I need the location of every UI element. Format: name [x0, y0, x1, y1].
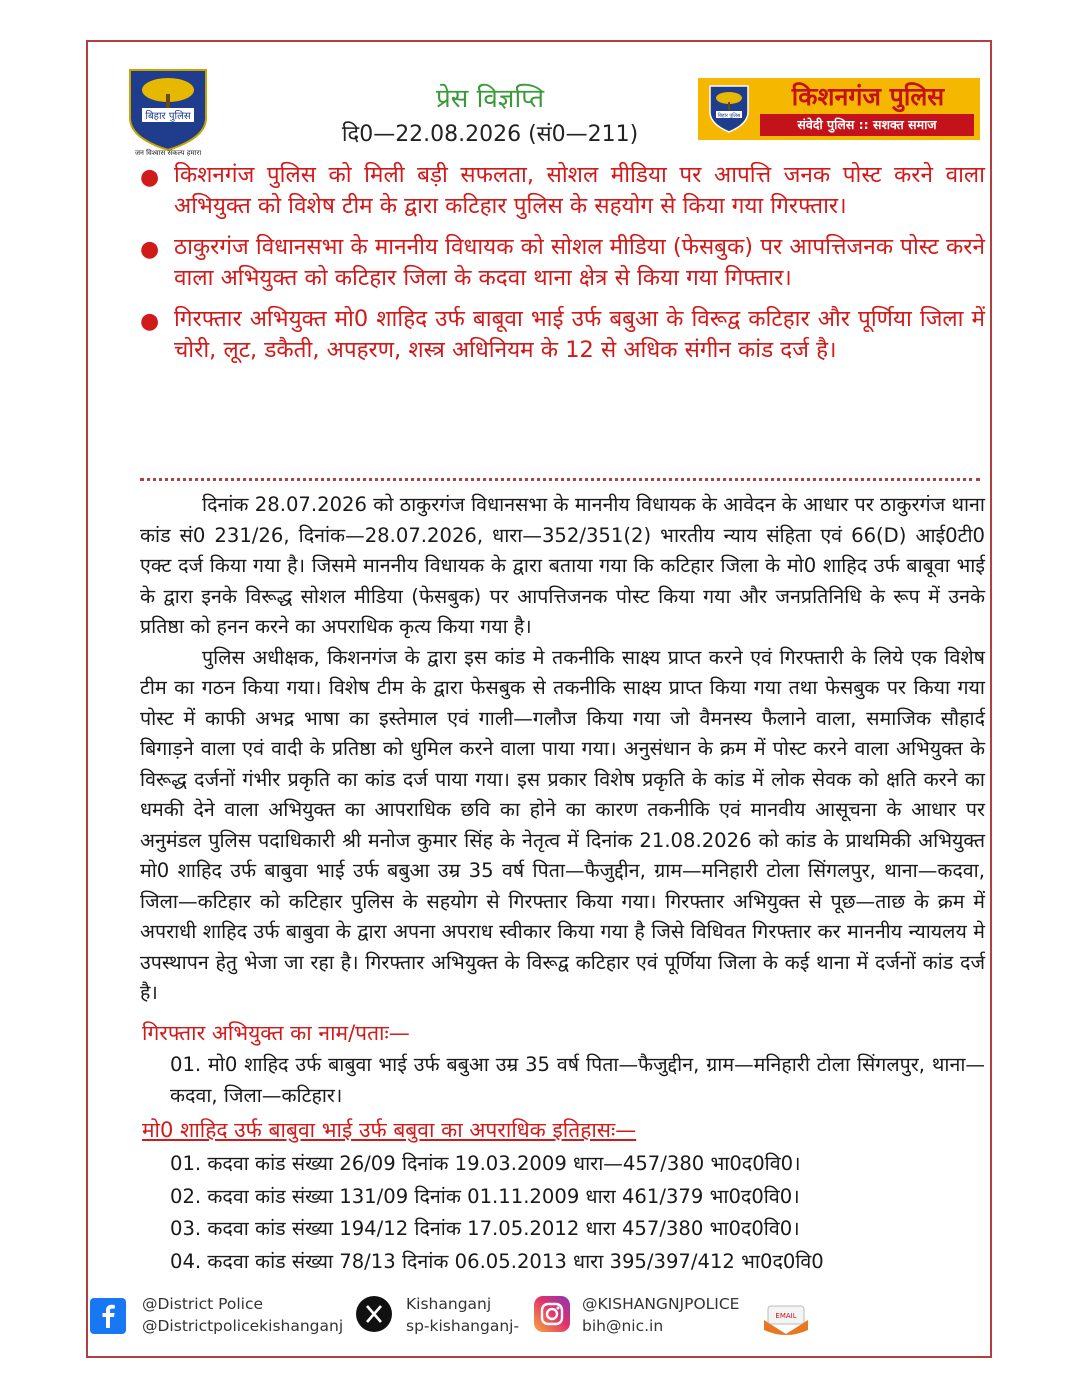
police-badge-icon: [706, 84, 752, 134]
highlight-text: किशनगंज पुलिस को मिली बड़ी सफलता, सोशल मीडिया पर आपत्ति जनक पोस्ट करने वाला अभियुक्त को विशेष टीम के द्वारा कटिहार पुलिस के सहयोग से किया गया गिरफ्तार।: [174, 162, 985, 219]
brand-name: किशनगंज पुलिस: [791, 82, 945, 111]
highlight-item: [140, 232, 985, 294]
history-item: 04. कदवा कांड संख्या 78/13 दिनांक 06.05.2013 धारा 395/397/412 भा0द0वि0: [170, 1249, 824, 1273]
instagram-icon[interactable]: [534, 1296, 570, 1332]
criminal-history-list: [170, 1148, 985, 1278]
bihar-police-emblem-icon: [120, 66, 216, 156]
twitter-id[interactable]: sp-kishanganj-: [406, 1317, 520, 1335]
highlight-item: [140, 160, 985, 222]
kishanganj-police-banner: [698, 78, 980, 140]
x-twitter-icon[interactable]: [356, 1296, 392, 1332]
press-release-body: [140, 490, 985, 1009]
accused-heading: गिरफ्तार अभियुक्त का नाम/पताः—: [142, 1021, 410, 1045]
bullet-icon: ●: [140, 237, 160, 262]
bullet-icon: ●: [140, 165, 160, 190]
date-reference: दि0—22.08.2026 (सं0—211): [341, 122, 639, 147]
bullet-icon: ●: [140, 309, 160, 334]
history-item: 03. कदवा कांड संख्या 194/12 दिनांक 17.05.2012 धारा 457/380 भा0द0वि0।: [170, 1217, 800, 1240]
brand-tagline: संवेदी पुलिस :: सशक्त समाज: [760, 114, 974, 136]
emblem-motto: जन विश्वास संकल्प हमारा: [134, 149, 202, 156]
dotted-divider: [140, 478, 980, 481]
body-paragraph: पुलिस अधीक्षक, किशनगंज के द्वारा इस कांड मे तकनीकि साक्ष्य प्राप्त करने एवं गिरफ्तारी के लिये एक विशेष टीम का गठन किया गया। विशेष टीम के द्वारा फेसबुक से तकनीकि साक्ष्य प्राप्त किया गया तथा फेसबुक पर किया गया पोस्ट में काफी अभद्र भाषा का इस्तेमाल एवं गाली—गलौज किया गया जो वैमनस्य फैलाने वाला, समाजिक सौहार्द बिगाड़ने वाला एवं वादी के प्रतिष्ठा को धुमिल करने वाला पाया गया। अनुसंधान के क्रम में पोस्ट करने वाला अभियुक्त के विरूद्ध दर्जनों गंभीर प्रकृति का कांड दर्ज पाया गया। इस प्रकार विशेष प्रकृति के कांड में लोक सेवक को क्षति करने का धमकी देने वाला अभियुक्त का आपराधिक छवि का होने का कारण तकनीकि एवं मानवीय आसूचना के आधार पर अनुमंडल पुलिस पदाधिकारी श्री मनोज कुमार सिंह के नेतृत्व में दिनांक 21.08.2026 को कांड के प्राथमिकी अभियुक्त मो0 शाहिद उर्फ बाबुवा भाई उर्फ बबुआ उम्र 35 वर्ष पिता—फैजुद्दीन, ग्राम—मनिहारी टोला सिंगलपुर, थाना—कदवा, जिला—कटिहार को कटिहार पुलिस के सहयोग से गिरफ्तार किया गया। गिरफ्तार अभियुक्त से पूछ—ताछ के क्रम में अपराधी शाहिद उर्फ बाबुवा के द्वारा अपना अपराध स्वीकार किया गया है जिसे विधिवत गिरफ्तार कर माननीय न्यायलय मे उपस्थापन हेतु भेजा जा रहा है। गिरफ्तार अभियुक्त के विरूद्व कटिहार एवं पूर्णिया जिला के कई थाना में दर्जनों कांड दर्ज है।: [140, 645, 985, 1004]
email-address[interactable]: bih@nic.in: [582, 1317, 664, 1335]
social-footer: [90, 1290, 990, 1350]
badge-label: बिहार पुलिस: [717, 113, 741, 119]
twitter-handle[interactable]: Kishanganj: [406, 1295, 492, 1313]
history-item: 02. कदवा कांड संख्या 131/09 दिनांक 01.11.2009 धारा 461/379 भा0द0वि0।: [170, 1184, 800, 1208]
facebook-page[interactable]: @Districtpolicekishanganj: [142, 1317, 344, 1335]
highlight-text: गिरफ्तार अभियुक्त मो0 शाहिद उर्फ बाबूवा भाई उर्फ बबुआ के विरूद्व कटिहार और पूर्णिया जिला में चोरी, लूट, डकैती, अपहरण, शस्त्र अधिनियम के 12 से अधिक संगीन कांड दर्ज है।: [174, 306, 985, 363]
emblem-label: बिहार पुलिस: [145, 111, 191, 122]
email-icon-label: EMAIL: [775, 1312, 797, 1320]
press-release-header: [330, 82, 650, 152]
email-icon[interactable]: [760, 1300, 812, 1338]
facebook-handle[interactable]: @District Police: [142, 1295, 264, 1313]
facebook-icon[interactable]: [90, 1298, 126, 1334]
instagram-handle[interactable]: @KISHANGNJPOLICE: [582, 1295, 740, 1313]
history-item: 01. कदवा कांड संख्या 26/09 दिनांक 19.03.2009 धारा—457/380 भा0द0वि0।: [170, 1152, 801, 1175]
criminal-history-heading: मो0 शाहिद उर्फ बाबुवा भाई उर्फ बबुवा का अपराधिक इतिहासः—: [142, 1118, 637, 1142]
accused-entry: 01. मो0 शाहिद उर्फ बाबुवा भाई उर्फ बबुआ उम्र 35 वर्ष पिता—फैजुद्दीन, ग्राम—मनिहारी टोला सिंगलपुर, थाना—कदवा, जिला—कटिहार।: [170, 1053, 985, 1107]
body-paragraph: दिनांक 28.07.2026 को ठाकुरगंज विधानसभा के माननीय विधायक के आवेदन के आधार पर ठाकुरगंज थाना कांड सं0 231/26, दिनांक—28.07.2026, धारा—352/351(2) भारतीय न्याय संहिता एवं 66(D) आई0टी0 एक्ट दर्ज किया गया है। जिसमे माननीय विधायक के द्वारा बताया गया कि कटिहार जिला के मो0 शाहिद उर्फ बाबूवा भाई के द्वारा इनके विरूद्ध सोशल मीडिया (फेसबुक) पर आपत्तिजनक पोस्ट किया गया और जनप्रतिनिधि के रूप में उनके प्रतिष्ठा को हनन करने का अपराधिक कृत्य किया गया है।: [140, 493, 985, 638]
page-title: प्रेस विज्ञप्ति: [435, 84, 545, 114]
highlight-list: [140, 160, 985, 376]
highlight-item: [140, 304, 985, 366]
highlight-text: ठाकुरगंज विधानसभा के माननीय विधायक को सोशल मीडिया (फेसबुक) पर आपत्तिजनक पोस्ट करने वाला अभियुक्त को कटिहार जिला के कदवा थाना क्षेत्र से किया गया गिफ्तार।: [174, 234, 985, 291]
